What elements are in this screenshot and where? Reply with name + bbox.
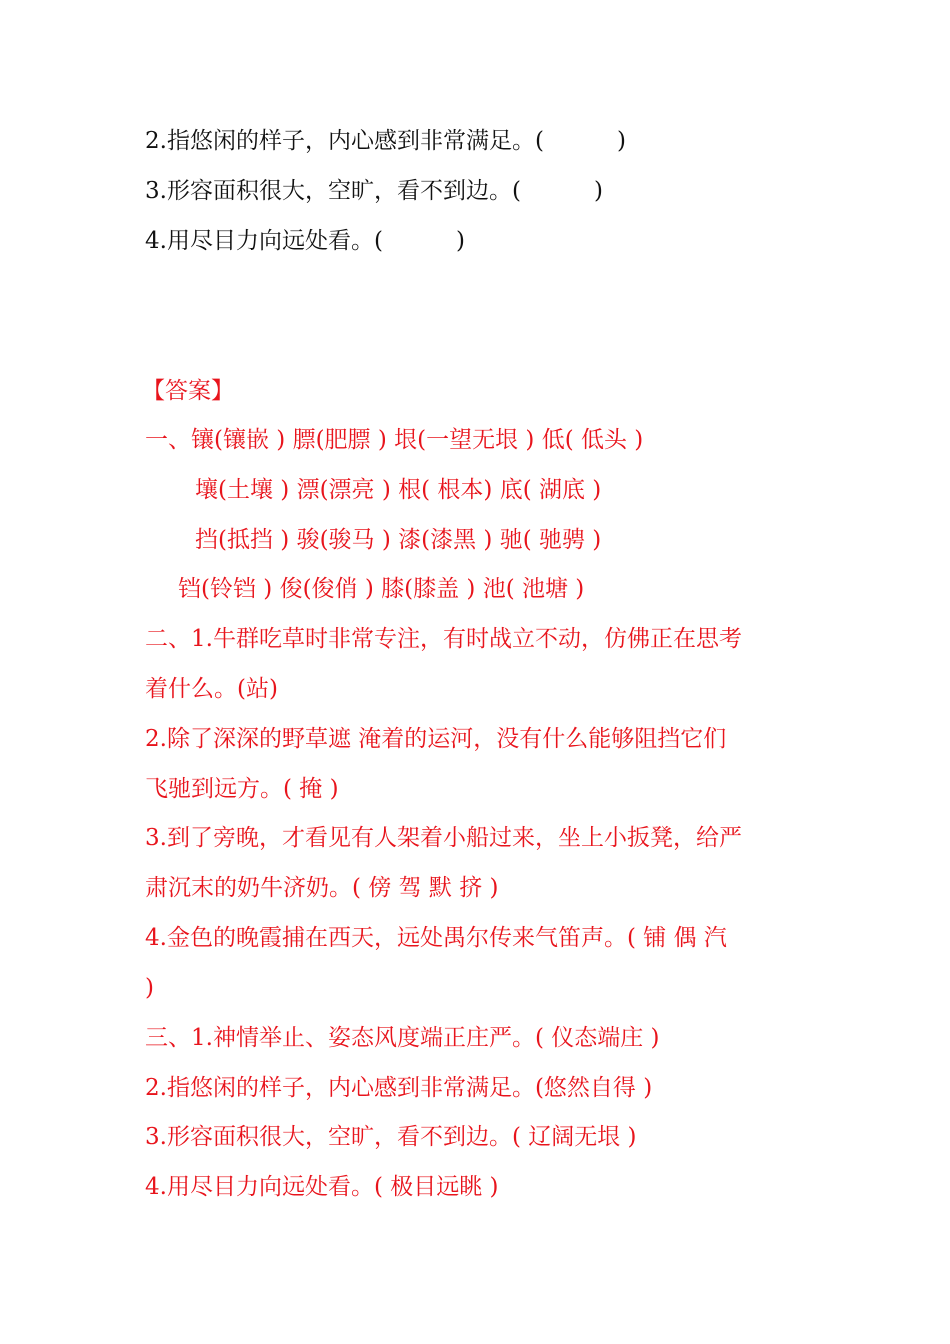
answer-section3-line: 2.指悠闲的样子，内心感到非常满足。(悠然自得 ) xyxy=(145,1075,653,1101)
answer-section1-line: 壤(土壤 ) 漂(漂亮 ) 根( 根本) 底( 湖底 ) xyxy=(195,477,602,503)
answer-section2-line: 4.金色的晚霞捕在西天，远处禺尔传来气笛声。( 铺 偶 汽 xyxy=(145,925,727,951)
answer-section1-line: 一、镶(镶嵌 ) 膘(肥膘 ) 垠(一望无垠 ) 低( 低头 ) xyxy=(145,427,644,453)
answer-section1-line: 挡(抵挡 ) 骏(骏马 ) 漆(漆黑 ) 驰( 驰骋 ) xyxy=(195,527,602,553)
answer-section2-line: 飞驰到远方。( 掩 ) xyxy=(145,776,339,802)
answer-section1-line: 铛(铃铛 ) 俊(俊俏 ) 膝(膝盖 ) 池( 池塘 ) xyxy=(178,576,585,602)
answer-section2-line: 二、1.牛群吃草时非常专注，有时战立不动，仿佛正在思考 xyxy=(145,626,742,652)
answer-heading: 【答案】 xyxy=(142,378,234,404)
question-line-3: 3.形容面积很大，空旷，看不到边。( ) xyxy=(145,178,604,204)
answer-section2-line: 2.除了深深的野草遮 淹着的运河，没有什么能够阻挡它们 xyxy=(145,726,727,752)
answer-section3-line: 三、1.神情举止、姿态风度端正庄严。( 仪态端庄 ) xyxy=(145,1025,660,1051)
answer-section2-line: 3.到了旁晚，才看见有人架着小船过来，坐上小扳凳，给严 xyxy=(145,825,742,851)
answer-section3-line: 3.形容面积很大，空旷，看不到边。( 辽阔无垠 ) xyxy=(145,1124,637,1150)
answer-section2-line: ) xyxy=(145,975,154,1001)
question-line-4: 4.用尽目力向远处看。( ) xyxy=(145,228,466,254)
answer-section2-line: 肃沉末的奶牛济奶。( 傍 驾 默 挤 ) xyxy=(145,875,499,901)
answer-section2-line: 着什么。(站) xyxy=(145,676,278,702)
answer-section3-line: 4.用尽目力向远处看。( 极目远眺 ) xyxy=(145,1174,499,1200)
question-line-2: 2.指悠闲的样子，内心感到非常满足。( ) xyxy=(145,128,627,154)
